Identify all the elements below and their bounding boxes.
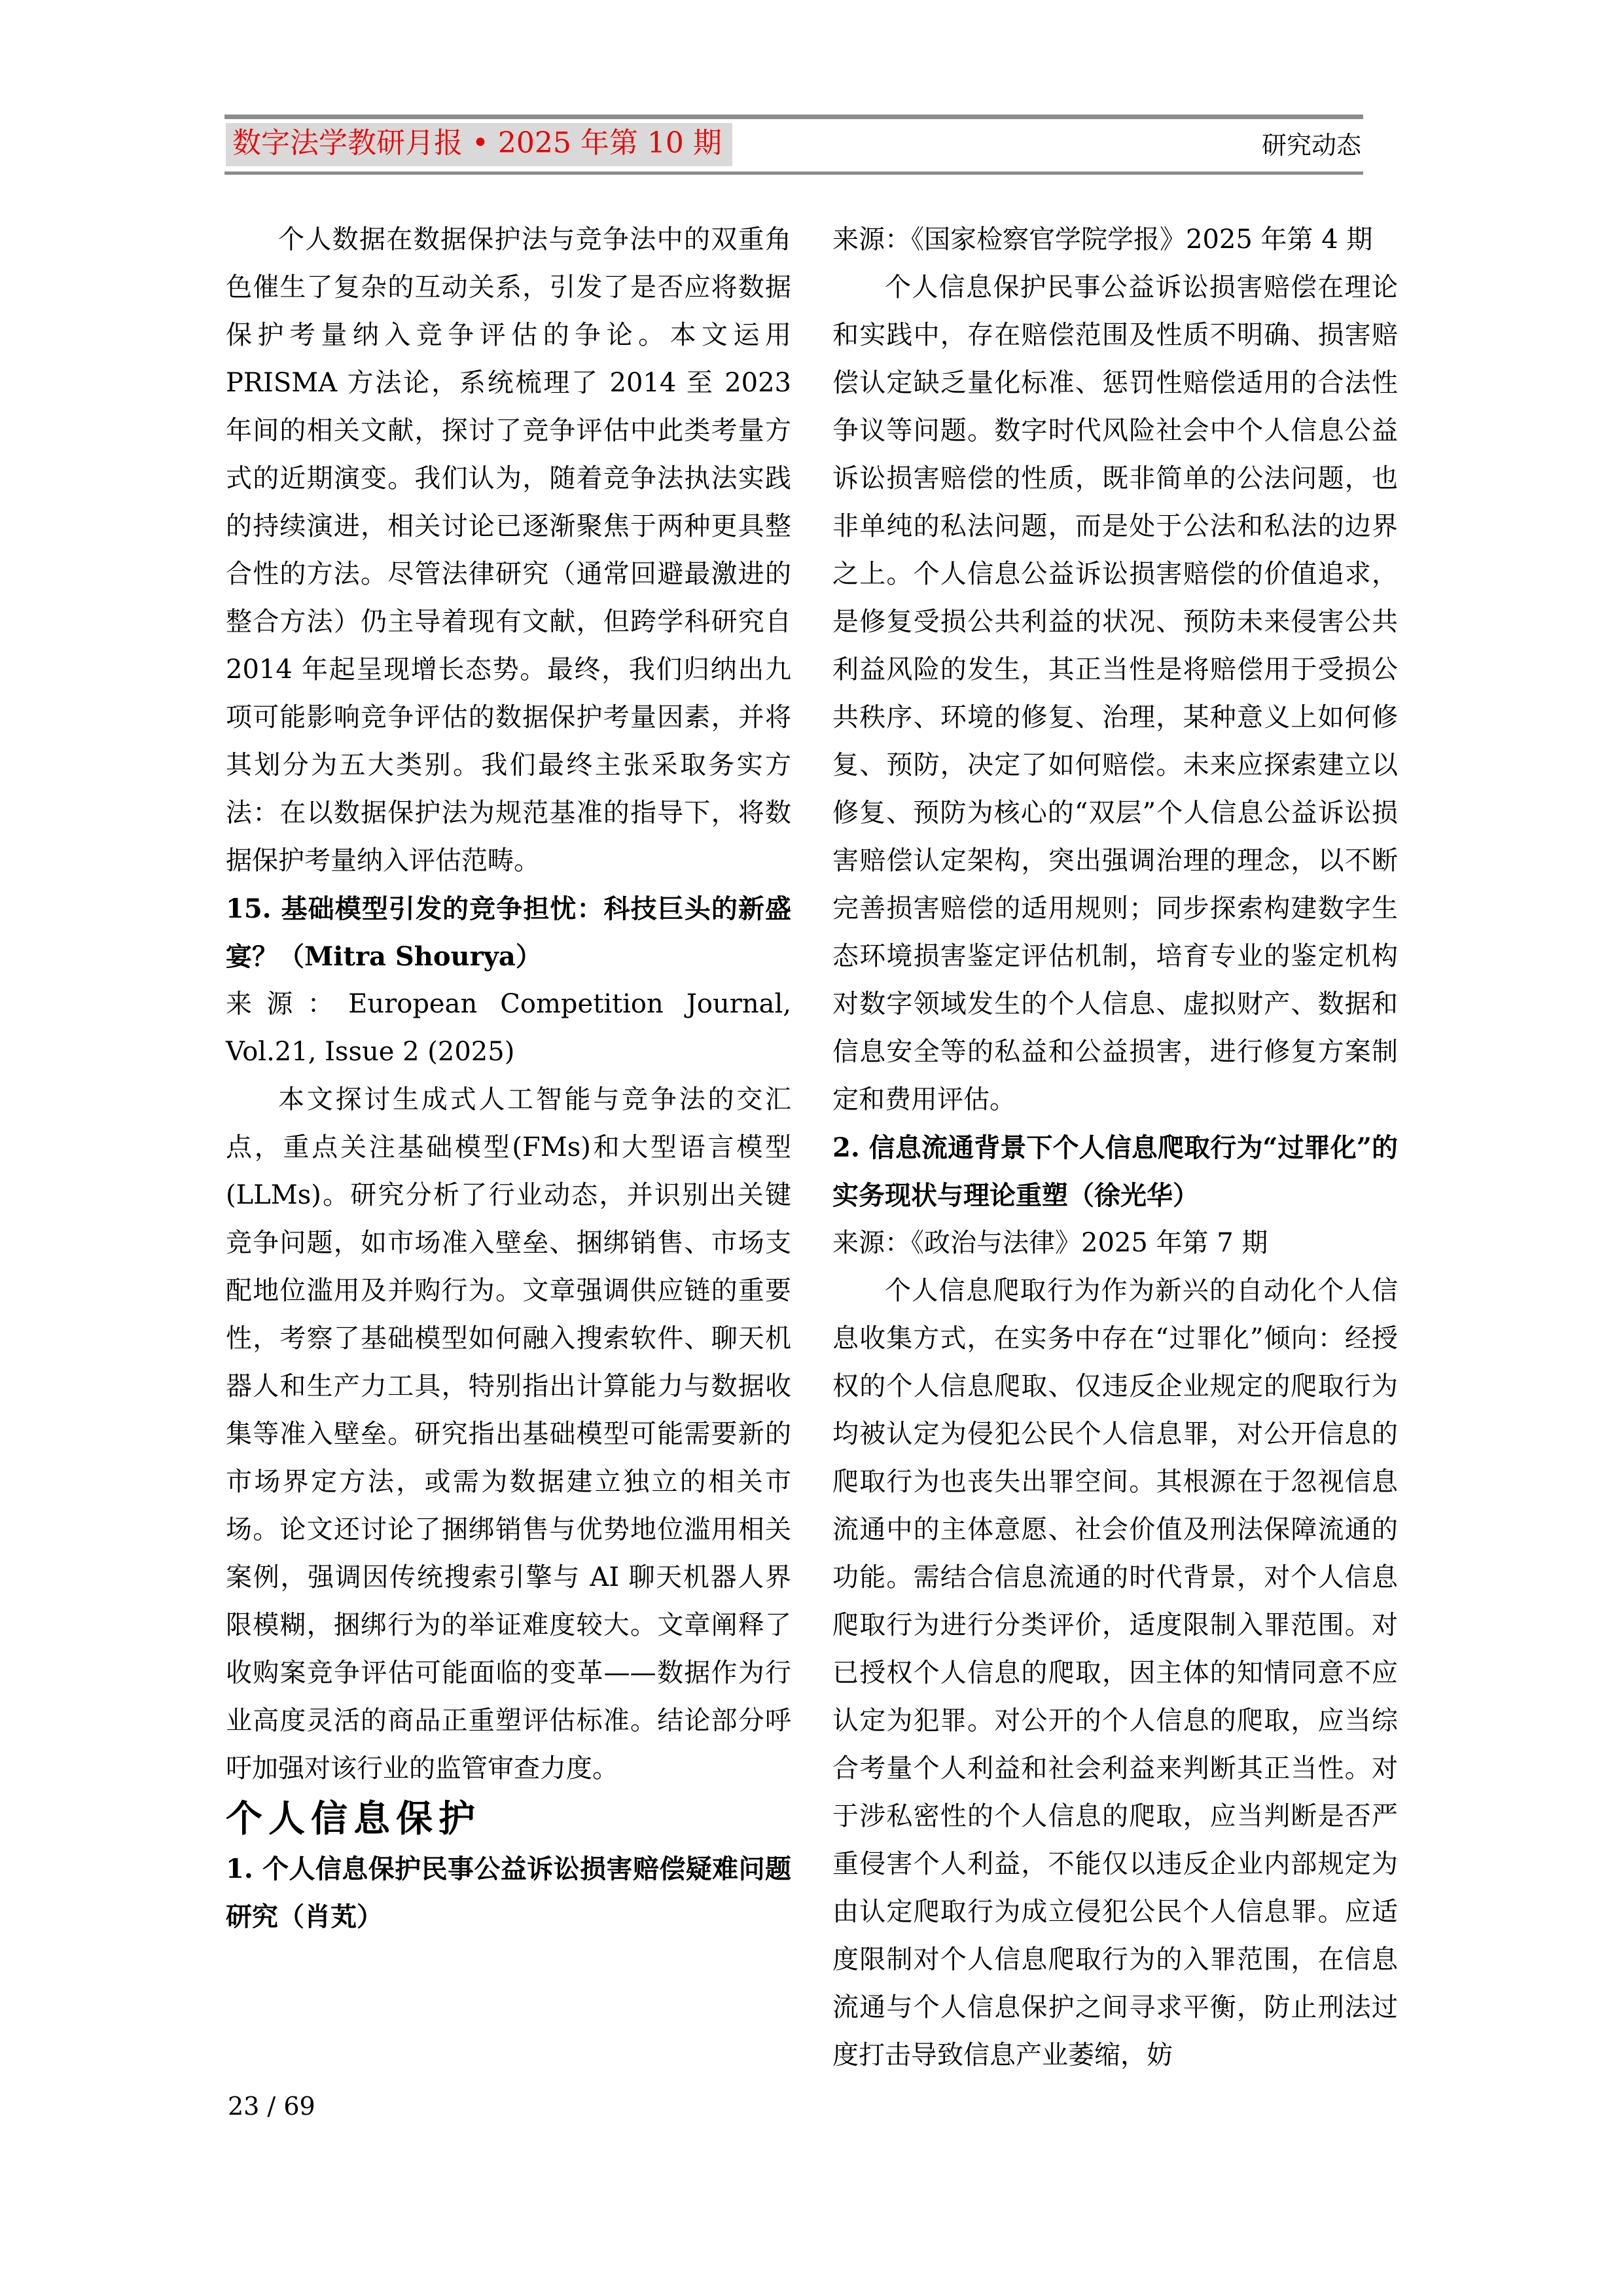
header-rule-bottom	[224, 171, 1363, 175]
header-section-label: 研究动态	[1261, 131, 1361, 160]
right-column	[832, 216, 1398, 2079]
entry-source-15: 来源：European Competition Journal, Vol.21, Issue 2 (2025)	[226, 989, 791, 1067]
abstract-entry-1: 个人信息保护民事公益诉讼损害赔偿在理论和实践中，存在赔偿范围及性质不明确、损害赔偿认定缺乏量化标准、惩罚性赔偿适用的合法性争议等问题。数字时代风险社会中个人信息公益诉讼损害赔偿的性质，既非简单的公法问题，也非单纯的私法问题，而是处于公法和私法的边界之上。个人信息公益诉讼损害赔偿的价值追求，是修复受损公共利益的状况、预防未来侵害公共利益风险的发生，其正当性是将赔偿用于受损公共秩序、环境的修复、治理，某种意义上如何修复、预防，决定了如何赔偿。未来应探索建立以修复、预防为核心的“双层”个人信息公益诉讼损害赔偿认定架构，突出强调治理的理念，以不断完善损害赔偿的适用规则；同步探索构建数字生态环境损害鉴定评估机制，培育专业的鉴定机构对数字领域发生的个人信息、虚拟财产、数据和信息安全等的私益和公益损害，进行修复方案制定和费用评估。	[832, 272, 1398, 1115]
abstract-competition-law: 个人数据在数据保护法与竞争法中的双重角色催生了复杂的互动关系，引发了是否应将数据保护考量纳入竞争评估的争论。本文运用 PRISMA 方法论，系统梳理了 2014 至 2023 年间的相关文献，探讨了竞争评估中此类考量方式的近期演变。我们认为，随着竞争法执法实践的持续演进，相关讨论已逐渐聚焦于两种更具整合性的方法。尽管法律研究（通常回避最激进的整合方法）仍主导着现有文献，但跨学科研究自 2014 年起呈现增长态势。最终，我们归纳出九项可能影响竞争评估的数据保护考量因素，并将其划分为五大类别。我们最终主张采取务实方法：在以数据保护法为规范基准的指导下，将数据保护考量纳入评估范畴。	[226, 224, 791, 876]
entry-source-1: 来源：《国家检察官学院学报》2025 年第 4 期	[832, 224, 1373, 255]
header-journal-title: 数字法学教研月报 • 2025 年第 10 期	[226, 123, 732, 166]
header-rule-top	[224, 115, 1363, 119]
entry-heading-1: 1. 个人信息保护民事公益诉讼损害赔偿疑难问题研究（肖芄）	[226, 1854, 791, 1932]
abstract-entry-15: 本文探讨生成式人工智能与竞争法的交汇点，重点关注基础模型(FMs)和大型语言模型(LLMs)。研究分析了行业动态，并识别出关键竞争问题，如市场准入壁垒、捆绑销售、市场支配地位滥用及并购行为。文章强调供应链的重要性，考察了基础模型如何融入搜索软件、聊天机器人和生产力工具，特别指出计算能力与数据收集等准入壁垒。研究指出基础模型可能需要新的市场界定方法，或需为数据建立独立的相关市场。论文还讨论了捆绑销售与优势地位滥用相关案例，强调因传统搜索引擎与 AI 聊天机器人界限模糊，捆绑行为的举证难度较大。文章阐释了收购案竞争评估可能面临的变革——数据作为行业高度灵活的商品正重塑评估标准。结论部分呼吁加强对该行业的监管审查力度。	[226, 1085, 791, 1784]
page-number: 23 / 69	[228, 2092, 315, 2121]
abstract-entry-2: 个人信息爬取行为作为新兴的自动化个人信息收集方式，在实务中存在“过罪化”倾向：经授权的个人信息爬取、仅违反企业规定的爬取行为均被认定为侵犯公民个人信息罪，对公开信息的爬取行为也丧失出罪空间。其根源在于忽视信息流通中的主体意愿、社会价值及刑法保障流通的功能。需结合信息流通的时代背景，对个人信息爬取行为进行分类评价，适度限制入罪范围。对已授权个人信息的爬取，因主体的知情同意不应认定为犯罪。对公开的个人信息的爬取，应当综合考量个人利益和社会利益来判断其正当性。对于涉私密性的个人信息的爬取，应当判断是否严重侵害个人利益，不能仅以违反企业内部规定为由认定爬取行为成立侵犯公民个人信息罪。应适度限制对个人信息爬取行为的入罪范围，在信息流通与个人信息保护之间寻求平衡，防止刑法过度打击导致信息产业萎缩，妨	[832, 1276, 1398, 2070]
entry-heading-2: 2. 信息流通背景下个人信息爬取行为“过罪化”的实务现状与理论重塑（徐光华）	[832, 1132, 1398, 1211]
entry-heading-15: 15. 基础模型引发的竞争担忧：科技巨头的新盛宴？（Mitra Shourya）	[226, 893, 791, 972]
entry-source-2: 来源：《政治与法律》2025 年第 7 期	[832, 1228, 1268, 1258]
section-heading-personal-info: 个人信息保护	[226, 1797, 481, 1840]
left-column	[226, 216, 791, 1941]
